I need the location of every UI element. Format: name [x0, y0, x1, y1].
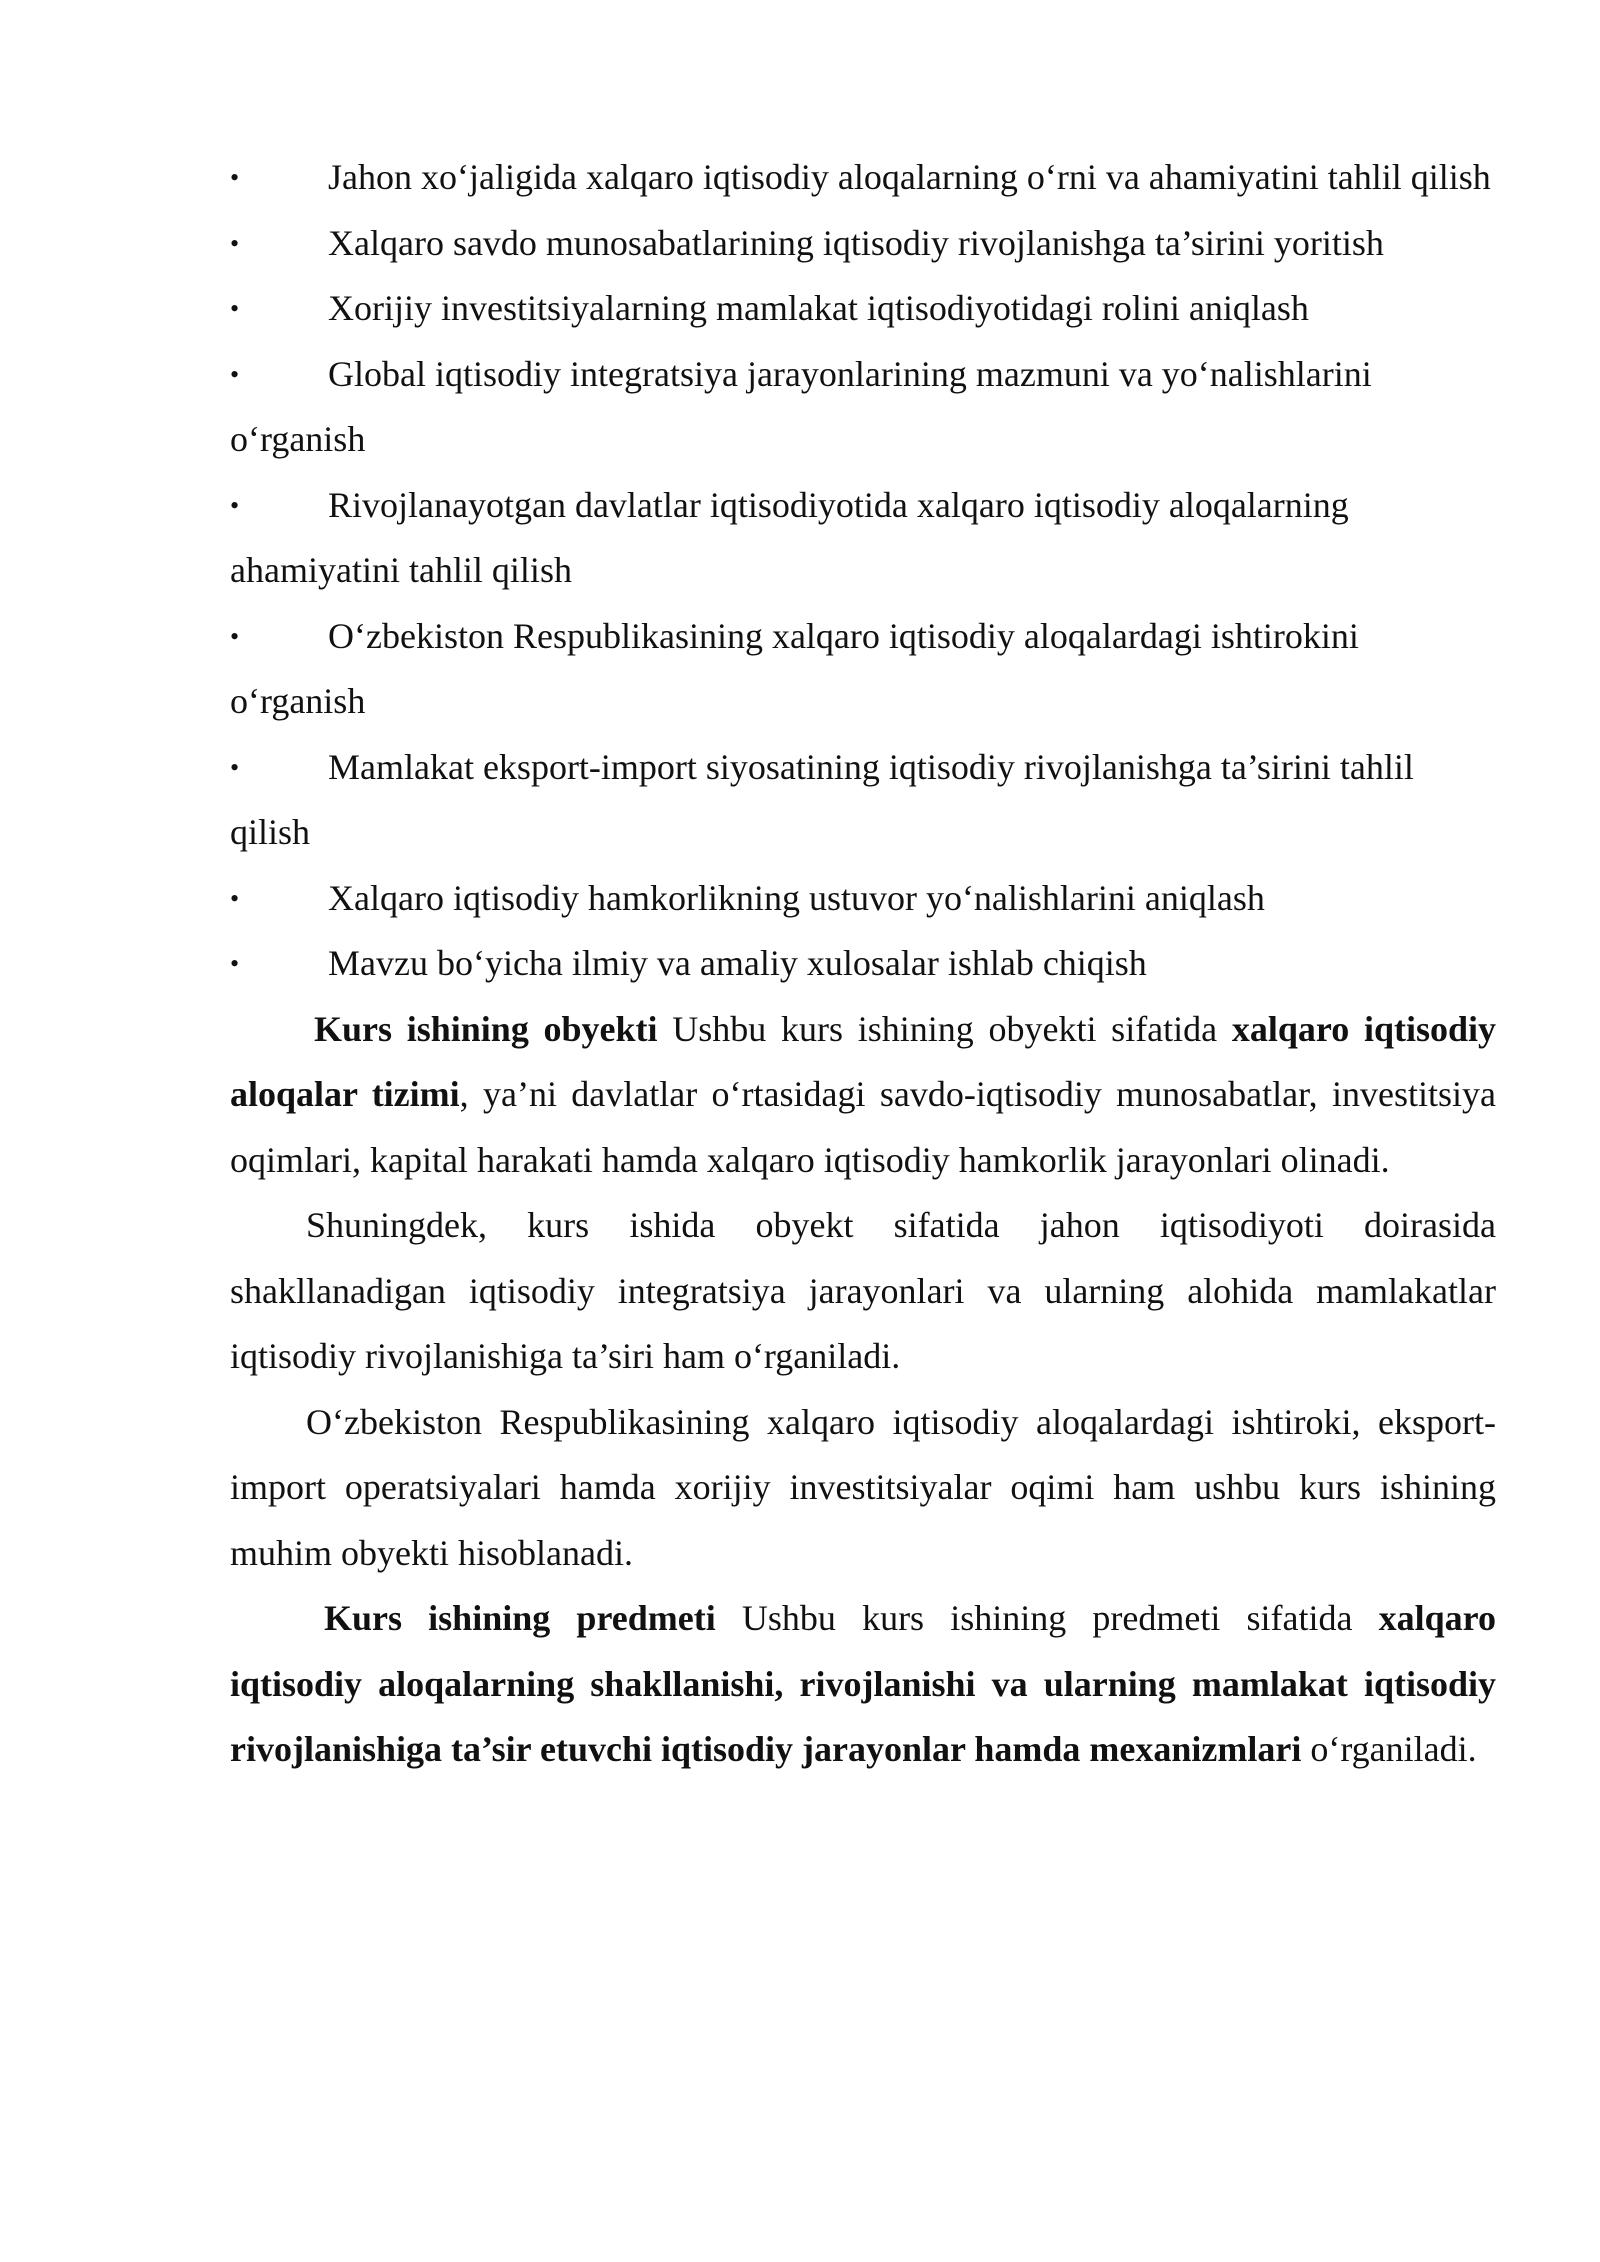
bullet-icon: • [230, 883, 240, 913]
object-lead-text: Ushbu kurs ishining obyekti sifatida [657, 1008, 1232, 1049]
list-item-text: O‘zbekiston Respublikasining xalqaro iqtisodiy aloqalardagi ishtirokini o‘rganish [230, 615, 1359, 721]
subject-rest-text: o‘rganiladi. [1301, 1729, 1477, 1769]
list-item-text: Jahon xo‘jaligida xalqaro iqtisodiy aloqalarning o‘rni va ahamiyatini tahlil qilish [328, 157, 1491, 197]
bullet-icon: • [230, 294, 240, 323]
list-item-text: Rivojlanayotgan davlatlar iqtisodiyotida xalqaro iqtisodiy aloqalarning ahamiyatini tahlil qilish [230, 484, 1349, 590]
list-item [230, 145, 1496, 211]
bullet-icon: • [230, 163, 240, 192]
bullet-icon: • [230, 359, 240, 389]
object-paragraph [230, 997, 1496, 1194]
subject-heading: Kurs ishining predmeti [324, 1598, 716, 1638]
integration-paragraph: Shuningdek, kurs ishida obyekt sifatida jahon iqtisodiyoti doirasida shakllanadigan iqtisodiy integratsiya jarayonlari va ularning alohida mamlakatlar iqtisodiy rivojlanishiga ta’siri ham o‘rganiladi. [230, 1205, 1496, 1376]
object-rest-text: , ya’ni davlatlar o‘rtasidagi savdo-iqtisodiy munosabatlar, investitsiya oqimlari, kapital harakati hamda xalqaro iqtisodiy hamkorlik jarayonlari olinadi. [230, 1074, 1496, 1180]
list-item [230, 211, 1496, 277]
subject-lead-text: Ushbu kurs ishining predmeti sifatida [715, 1598, 1379, 1638]
uzbekistan-paragraph: O‘zbekiston Respublikasining xalqaro iqtisodiy aloqalardagi ishtiroki, eksport-import operatsiyalari hamda xorijiy investitsiyalar oqimi ham ushbu kurs ishining muhim obyekti hisoblanadi. [230, 1401, 1496, 1573]
list-item-text: Xalqaro savdo munosabatlarining iqtisodiy rivojlanishga ta’sirini yoritish [328, 222, 1384, 263]
bullet-icon: • [230, 490, 240, 520]
list-item-text: Xalqaro iqtisodiy hamkorlikning ustuvor yo‘nalishlarini aniqlash [328, 877, 1265, 918]
list-item [230, 866, 1496, 932]
list-item [230, 342, 1496, 473]
bullet-icon: • [230, 228, 240, 258]
list-item [230, 931, 1496, 997]
list-item-text: Mamlakat eksport-import siyosatining iqtisodiy rivojlanishga ta’sirini tahlil qilish [230, 746, 1414, 852]
subject-paragraph [230, 1586, 1496, 1783]
list-item-text: Xorijiy investitsiyalarning mamlakat iqtisodiyotidagi rolini aniqlash [328, 288, 1309, 328]
list-item [230, 473, 1496, 604]
bullet-icon: • [230, 949, 240, 978]
list-item [230, 604, 1496, 735]
bullet-icon: • [230, 752, 240, 782]
list-item [230, 276, 1496, 342]
list-item [230, 735, 1496, 866]
list-item-text: Mavzu bo‘yicha ilmiy va amaliy xulosalar ishlab chiqish [328, 943, 1147, 983]
objectives-list [230, 145, 1496, 997]
bullet-icon: • [230, 621, 240, 651]
object-bold-text: xalqaro iqtisodiy aloqalar tizimi [230, 1008, 1496, 1114]
subject-bold-text: xalqaro iqtisodiy aloqalarning shakllanishi, rivojlanishi va ularning mamlakat iqtisodiy rivojlanishiga ta’sir etuvchi iqtisodiy jarayonlar hamda mexanizmlari [230, 1598, 1496, 1769]
object-heading: Kurs ishining obyekti [314, 1008, 658, 1049]
list-item-text: Global iqtisodiy integratsiya jarayonlarining mazmuni va yo‘nalishlarini o‘rganish [230, 353, 1372, 459]
document-page [230, 145, 1496, 1783]
